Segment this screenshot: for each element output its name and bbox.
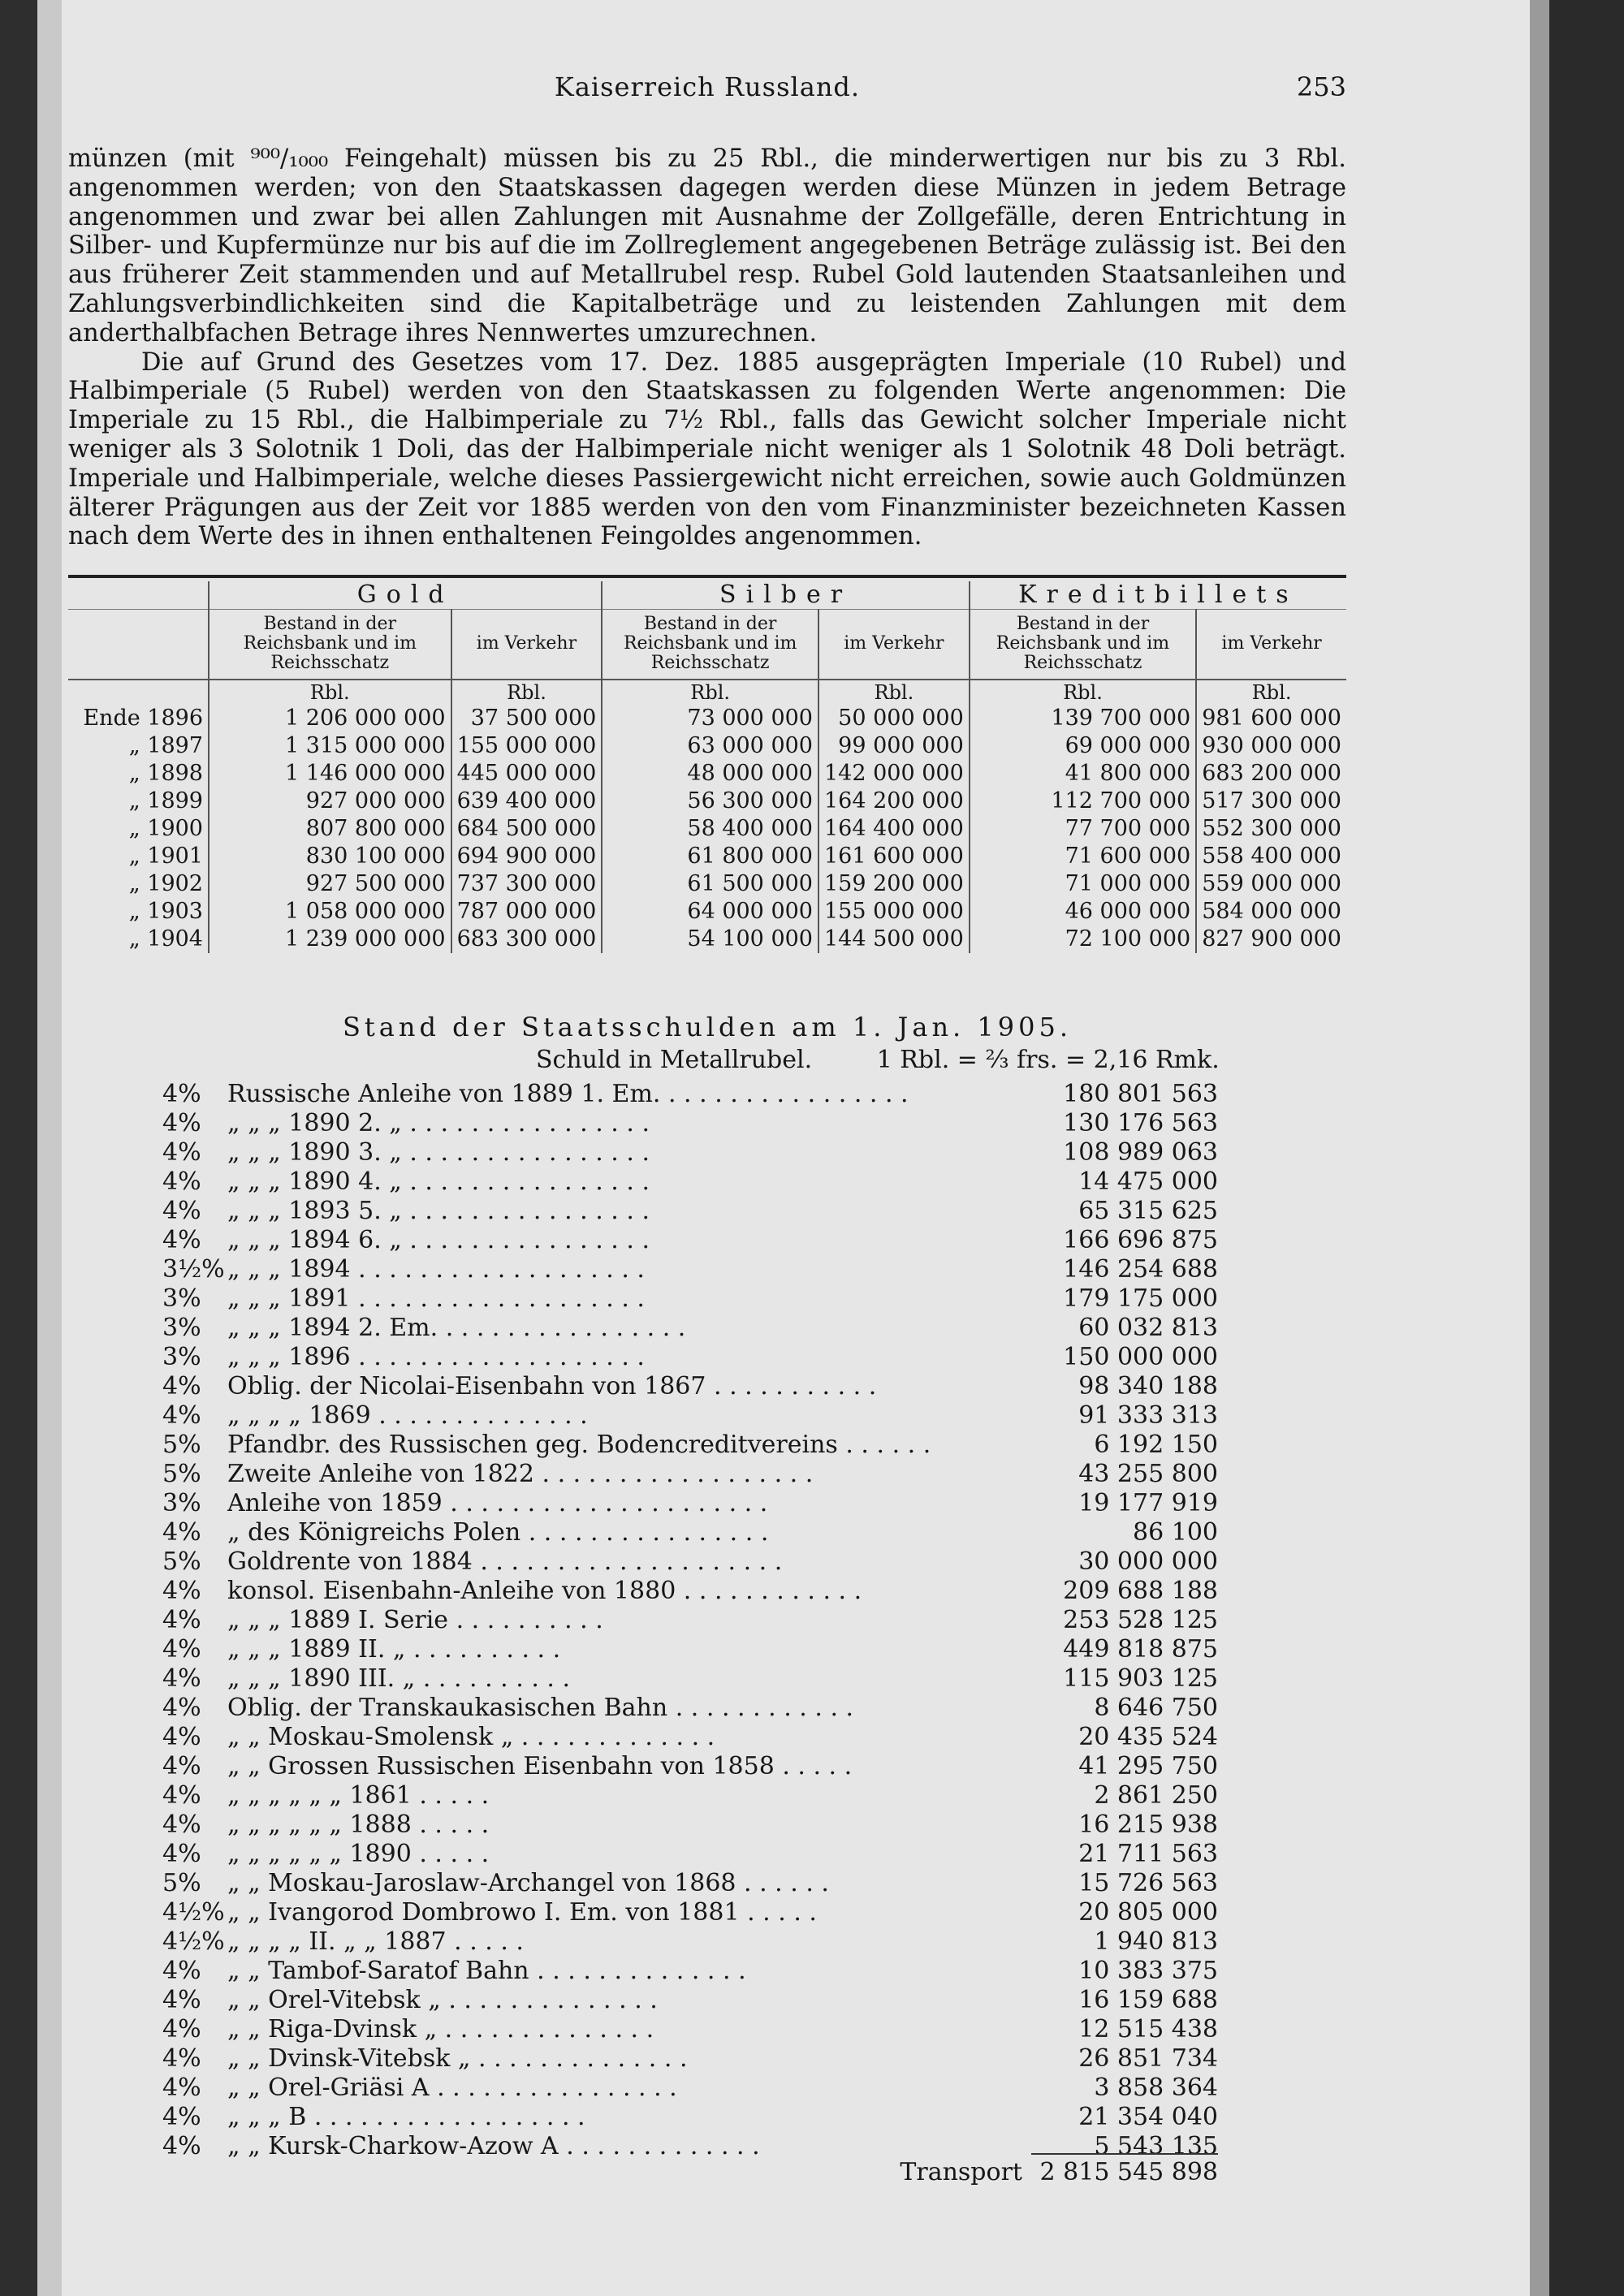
- debt-row: [162, 1664, 1218, 1694]
- debt-rate: 4%: [162, 1957, 201, 1985]
- scan-edge-left: [0, 0, 37, 2296]
- value-cell: 927 500 000: [209, 870, 451, 898]
- value-cell: 37 500 000: [451, 705, 603, 732]
- value-cell: 737 300 000: [451, 870, 603, 898]
- value-cell: 41 800 000: [970, 760, 1196, 788]
- running-header: [68, 71, 1346, 104]
- debt-label: „ „ Orel-Griäsi A . . . . . . . . . . . . . . . .: [227, 2074, 677, 2102]
- sub-header-row: [68, 610, 1346, 680]
- debt-label: „ „ „ 1890 3. „ . . . . . . . . . . . . . . . .: [227, 1138, 650, 1167]
- value-cell: 552 300 000: [1196, 815, 1346, 843]
- unit-label: Rbl.: [970, 680, 1196, 705]
- debt-row: [162, 1810, 1218, 1840]
- body-text: [68, 145, 1346, 551]
- value-cell: 48 000 000: [602, 760, 818, 788]
- subheader-kredit-verkehr: im Verkehr: [1196, 610, 1346, 680]
- paragraph-coinage: münzen (mit ⁹⁰⁰/₁₀₀₀ Feingehalt) müssen bis zu 25 Rbl., die minderwertigen nur bis zu 3 Rbl. angenommen werden; von den Staatskassen dagegen werden diese Münzen in jedem Betrage angenommen und zwar bei allen Zahlungen mit Ausnahme der Zollgefälle, deren Entrichtung in Silber- und Kupfermünze nur bis auf die im Zollreglement angegebenen Beträge zulässig ist. Bei den aus früherer Zeit stammenden und auf Metallrubel resp. Rubel Gold lautenden Staatsanleihen und Zahlungsverbindlichkeiten sind die Kapitalbeträge und zu leistenden Zahlungen mit dem anderthalbfachen Betrage ihres Nennwertes umzurechnen.: [68, 145, 1346, 347]
- value-cell: 807 800 000: [209, 815, 451, 843]
- debt-amount: 60 032 813: [1051, 1314, 1218, 1343]
- subheader-silber-verkehr: im Verkehr: [818, 610, 970, 680]
- debt-amount: 65 315 625: [1051, 1197, 1218, 1226]
- debt-row: [162, 1752, 1218, 1781]
- debt-label: „ „ „ „ II. „ „ 1887 . . . . .: [227, 1927, 524, 1956]
- row-year-label: „ 1904: [128, 926, 203, 952]
- debt-row: [162, 2103, 1218, 2132]
- value-cell: 54 100 000: [602, 926, 818, 953]
- debt-amount: 179 175 000: [1051, 1284, 1218, 1314]
- debt-row: [162, 1957, 1218, 1986]
- debt-list: [162, 1080, 1218, 2161]
- debt-rate: 4%: [162, 1372, 201, 1400]
- subheader-kredit-bestand: Bestand in der Reichsbank und im Reichsschatz: [970, 610, 1196, 680]
- money-row: [68, 732, 1346, 760]
- value-cell: 683 200 000: [1196, 760, 1346, 788]
- debt-amount: 1 940 813: [1051, 1927, 1218, 1957]
- value-cell: 584 000 000: [1196, 898, 1346, 926]
- debt-row: [162, 1577, 1218, 1606]
- debt-row: [162, 1898, 1218, 1927]
- subheader-gold-bestand: Bestand in der Reichsbank und im Reichsschatz: [209, 610, 451, 680]
- value-cell: 63 000 000: [602, 732, 818, 760]
- debt-rate: 4%: [162, 2132, 201, 2160]
- value-cell: 46 000 000: [970, 898, 1196, 926]
- debt-rate: 4%: [162, 1577, 201, 1605]
- debt-row: [162, 1869, 1218, 1898]
- transport-total: [68, 2158, 1218, 2186]
- debt-amount: 146 254 688: [1051, 1255, 1218, 1284]
- debt-rate: 4%: [162, 1840, 201, 1868]
- debt-rate: 3%: [162, 1284, 201, 1313]
- debt-amount: 2 861 250: [1051, 1781, 1218, 1810]
- debt-amount: 6 192 150: [1051, 1431, 1218, 1460]
- debt-rate: 4%: [162, 1781, 201, 1810]
- debt-label: „ „ „ 1890 III. „ . . . . . . . . . .: [227, 1664, 571, 1693]
- debt-row: [162, 2015, 1218, 2044]
- debt-row: [162, 1255, 1218, 1284]
- money-table-body: [68, 705, 1346, 953]
- debt-rate: 4%: [162, 1080, 201, 1108]
- value-cell: 64 000 000: [602, 898, 818, 926]
- debt-amount: 14 475 000: [1051, 1167, 1218, 1197]
- debt-amount: 5 543 135: [1051, 2132, 1218, 2161]
- unit-label: Rbl.: [818, 680, 970, 705]
- debt-amount: 41 295 750: [1051, 1752, 1218, 1781]
- debt-rate: 4%: [162, 2015, 201, 2044]
- value-cell: 61 800 000: [602, 843, 818, 870]
- debt-label: „ „ „ „ „ „ 1861 . . . . .: [227, 1781, 490, 1810]
- running-title: Kaiserreich Russland.: [554, 71, 861, 102]
- debt-label: Oblig. der Transkaukasischen Bahn . . . . . . . . . . . .: [227, 1694, 854, 1722]
- debt-amount: 16 215 938: [1051, 1810, 1218, 1840]
- debt-label: „ „ „ 1889 II. „ . . . . . . . . . .: [227, 1635, 561, 1664]
- row-year-label: „ 1899: [128, 788, 203, 814]
- table-top-rule: [68, 575, 1346, 578]
- group-gold: Gold: [209, 581, 602, 610]
- debt-label: „ „ Riga-Dvinsk „ . . . . . . . . . . . . . .: [227, 2015, 654, 2044]
- value-cell: 73 000 000: [602, 705, 818, 732]
- value-cell: 69 000 000: [970, 732, 1196, 760]
- debt-row: [162, 1489, 1218, 1518]
- debt-rate: 4%: [162, 1694, 201, 1722]
- debt-label: „ „ „ 1896 . . . . . . . . . . . . . . . . . . .: [227, 1343, 645, 1371]
- value-cell: 927 000 000: [209, 788, 451, 815]
- money-row: [68, 815, 1346, 843]
- debt-rate: 4%: [162, 1752, 201, 1780]
- debt-label: Goldrente von 1884 . . . . . . . . . . . . . . . . . . . .: [227, 1547, 783, 1576]
- value-cell: 61 500 000: [602, 870, 818, 898]
- subheader-silber-bestand: Bestand in der Reichsbank und im Reichsschatz: [602, 610, 818, 680]
- unit-label: Rbl.: [451, 680, 603, 705]
- debt-amount: 43 255 800: [1051, 1460, 1218, 1489]
- debt-amount: 86 100: [1051, 1518, 1218, 1547]
- debt-row: [162, 1547, 1218, 1577]
- debt-label: „ „ „ „ „ „ 1888 . . . . .: [227, 1810, 490, 1839]
- debt-row: [162, 2074, 1218, 2103]
- paragraph-imperiale: Die auf Grund des Gesetzes vom 17. Dez. 1885 ausgeprägten Imperiale (10 Rubel) und Halbimperiale (5 Rubel) werden von den Staatskassen zu folgenden Werte angenommen: Die Imperiale zu 15 Rbl., die Halbimperiale zu 7½ Rbl., falls das Gewicht solcher Imperiale nicht weniger als 3 Solotnik 1 Doli, das der Halbimperiale nicht weniger als 1 Solotnik 48 Doli beträgt. Imperiale und Halbimperiale, welche dieses Passiergewicht nicht erreichen, sowie auch Goldmünzen älterer Prägungen aus der Zeit vor 1885 werden von den vom Finanzminister bezeichneten Kassen nach dem Werte des in ihnen enthaltenen Feingoldes angenommen.: [68, 347, 1346, 551]
- debt-rate: 5%: [162, 1869, 201, 1897]
- value-cell: 56 300 000: [602, 788, 818, 815]
- value-cell: 639 400 000: [451, 788, 603, 815]
- debt-label: „ „ Grossen Russischen Eisenbahn von 1858 . . . . .: [227, 1752, 853, 1780]
- subheader-gold-verkehr: im Verkehr: [451, 610, 603, 680]
- debt-label: „ „ „ 1893 5. „ . . . . . . . . . . . . . . . .: [227, 1197, 650, 1225]
- group-silber: Silber: [602, 581, 969, 610]
- value-cell: 71 600 000: [970, 843, 1196, 870]
- debt-label: „ „ „ „ 1869 . . . . . . . . . . . . . .: [227, 1401, 588, 1430]
- value-cell: 144 500 000: [818, 926, 970, 953]
- value-cell: 684 500 000: [451, 815, 603, 843]
- debt-subtitle: [536, 1046, 1348, 1074]
- debt-rate: 4%: [162, 1986, 201, 2014]
- debt-title: Stand der Staatsschulden am 1. Jan. 1905.: [343, 1012, 1072, 1042]
- value-cell: 1 146 000 000: [209, 760, 451, 788]
- debt-amount: 108 989 063: [1051, 1138, 1218, 1167]
- debt-label: „ „ Kursk-Charkow-Azow A . . . . . . . . . . . . .: [227, 2132, 760, 2160]
- debt-amount: 16 159 688: [1051, 1986, 1218, 2015]
- debt-rate: 4½%: [162, 1927, 225, 1956]
- value-cell: 930 000 000: [1196, 732, 1346, 760]
- value-cell: 683 300 000: [451, 926, 603, 953]
- debt-rate: 4%: [162, 1664, 201, 1693]
- scan-edge-right: [1549, 0, 1624, 2296]
- debt-label: Russische Anleihe von 1889 1. Em. . . . . . . . . . . . . . . . .: [227, 1080, 909, 1108]
- row-year-label: Ende 1896: [83, 705, 203, 731]
- row-year-label: „ 1900: [128, 815, 203, 841]
- debt-row: [162, 1635, 1218, 1664]
- scan-margin-left: [37, 0, 62, 2296]
- debt-label: „ „ Orel-Vitebsk „ . . . . . . . . . . . . . .: [227, 1986, 658, 2014]
- debt-row: [162, 1518, 1218, 1547]
- money-circulation-table: [68, 581, 1346, 953]
- transport-rule: [1031, 2153, 1218, 2155]
- debt-amount: 209 688 188: [1051, 1577, 1218, 1606]
- value-cell: 1 058 000 000: [209, 898, 451, 926]
- debt-amount: 3 858 364: [1051, 2074, 1218, 2103]
- debt-row: [162, 1314, 1218, 1343]
- debt-label: Anleihe von 1859 . . . . . . . . . . . . . . . . . . . . .: [227, 1489, 768, 1517]
- debt-rate: 4%: [162, 1810, 201, 1839]
- debt-row: [162, 1781, 1218, 1810]
- money-row: [68, 870, 1346, 898]
- debt-amount: 449 818 875: [1051, 1635, 1218, 1664]
- value-cell: 155 000 000: [818, 898, 970, 926]
- debt-amount: 20 435 524: [1051, 1723, 1218, 1752]
- value-cell: 558 400 000: [1196, 843, 1346, 870]
- debt-rate: 4%: [162, 1138, 201, 1167]
- value-cell: 72 100 000: [970, 926, 1196, 953]
- value-cell: 827 900 000: [1196, 926, 1346, 953]
- debt-amount: 91 333 313: [1051, 1401, 1218, 1431]
- debt-rate: 4%: [162, 1606, 201, 1634]
- debt-row: [162, 1284, 1218, 1314]
- debt-subtitle-left: Schuld in Metallrubel.: [536, 1046, 813, 1074]
- debt-row: [162, 2044, 1218, 2074]
- debt-row: [162, 1723, 1218, 1752]
- value-cell: 155 000 000: [451, 732, 603, 760]
- value-cell: 50 000 000: [818, 705, 970, 732]
- debt-rate: 4%: [162, 2074, 201, 2102]
- money-row: [68, 788, 1346, 815]
- transport-label: Transport: [900, 2158, 1022, 2186]
- debt-label: „ „ „ 1889 I. Serie . . . . . . . . . .: [227, 1606, 603, 1634]
- money-row: [68, 705, 1346, 732]
- debt-amount: 10 383 375: [1051, 1957, 1218, 1986]
- debt-label: „ „ „ 1894 6. „ . . . . . . . . . . . . . . . .: [227, 1226, 650, 1254]
- debt-row: [162, 1197, 1218, 1226]
- value-cell: 142 000 000: [818, 760, 970, 788]
- debt-amount: 98 340 188: [1051, 1372, 1218, 1401]
- debt-amount: 253 528 125: [1051, 1606, 1218, 1635]
- debt-subtitle-right: 1 Rbl. = ⅔ frs. = 2,16 Rmk.: [876, 1046, 1220, 1074]
- debt-label: „ des Königreichs Polen . . . . . . . . . . . . . . . .: [227, 1518, 769, 1547]
- unit-row: [68, 680, 1346, 705]
- debt-amount: 12 515 438: [1051, 2015, 1218, 2044]
- debt-amount: 15 726 563: [1051, 1869, 1218, 1898]
- row-year-label: „ 1898: [128, 760, 203, 786]
- value-cell: 164 400 000: [818, 815, 970, 843]
- debt-amount: 21 354 040: [1051, 2103, 1218, 2132]
- value-cell: 1 239 000 000: [209, 926, 451, 953]
- value-cell: 159 200 000: [818, 870, 970, 898]
- debt-label: „ „ Dvinsk-Vitebsk „ . . . . . . . . . . . . . .: [227, 2044, 688, 2073]
- value-cell: 694 900 000: [451, 843, 603, 870]
- debt-amount: 180 801 563: [1051, 1080, 1218, 1109]
- debt-label: „ „ „ 1890 2. „ . . . . . . . . . . . . . . . .: [227, 1109, 650, 1137]
- debt-row: [162, 1694, 1218, 1723]
- debt-amount: 150 000 000: [1051, 1343, 1218, 1372]
- unit-label: Rbl.: [602, 680, 818, 705]
- debt-rate: 4%: [162, 1109, 201, 1137]
- debt-row: [162, 1927, 1218, 1957]
- debt-rate: 4%: [162, 1167, 201, 1196]
- stub-header: [68, 581, 209, 610]
- debt-row: [162, 1401, 1218, 1431]
- value-cell: 981 600 000: [1196, 705, 1346, 732]
- debt-rate: 3½%: [162, 1255, 225, 1284]
- debt-row: [162, 1109, 1218, 1138]
- row-year-label: „ 1902: [128, 870, 203, 896]
- group-kreditbillets: Kreditbillets: [970, 581, 1346, 610]
- debt-rate: 4%: [162, 1723, 201, 1751]
- value-cell: 830 100 000: [209, 843, 451, 870]
- debt-rate: 4%: [162, 1635, 201, 1664]
- debt-row: [162, 1840, 1218, 1869]
- debt-amount: 30 000 000: [1051, 1547, 1218, 1577]
- page-number: 253: [1296, 71, 1346, 102]
- debt-row: [162, 1460, 1218, 1489]
- debt-rate: 4%: [162, 1518, 201, 1547]
- debt-rate: 3%: [162, 1314, 201, 1342]
- debt-rate: 3%: [162, 1489, 201, 1517]
- money-row: [68, 926, 1346, 953]
- debt-rate: 4%: [162, 1197, 201, 1225]
- debt-row: [162, 1167, 1218, 1197]
- money-row: [68, 843, 1346, 870]
- value-cell: 787 000 000: [451, 898, 603, 926]
- value-cell: 559 000 000: [1196, 870, 1346, 898]
- debt-row: [162, 2132, 1218, 2161]
- value-cell: 71 000 000: [970, 870, 1196, 898]
- debt-row: [162, 1138, 1218, 1167]
- debt-label: „ „ „ 1890 4. „ . . . . . . . . . . . . . . . .: [227, 1167, 650, 1196]
- value-cell: 445 000 000: [451, 760, 603, 788]
- debt-amount: 21 711 563: [1051, 1840, 1218, 1869]
- debt-rate: 4½%: [162, 1898, 225, 1927]
- debt-amount: 19 177 919: [1051, 1489, 1218, 1518]
- debt-rate: 5%: [162, 1547, 201, 1576]
- debt-label: Pfandbr. des Russischen geg. Bodencreditvereins . . . . . .: [227, 1431, 931, 1459]
- value-cell: 1 315 000 000: [209, 732, 451, 760]
- row-year-label: „ 1897: [128, 732, 203, 758]
- group-header-row: [68, 581, 1346, 610]
- debt-rate: 5%: [162, 1431, 201, 1459]
- value-cell: 517 300 000: [1196, 788, 1346, 815]
- debt-label: „ „ Moskau-Smolensk „ . . . . . . . . . . . . .: [227, 1723, 715, 1751]
- value-cell: 77 700 000: [970, 815, 1196, 843]
- value-cell: 112 700 000: [970, 788, 1196, 815]
- debt-rate: 3%: [162, 1343, 201, 1371]
- debt-label: „ „ „ B . . . . . . . . . . . . . . . . . .: [227, 2103, 585, 2131]
- debt-amount: 130 176 563: [1051, 1109, 1218, 1138]
- debt-label: „ „ Tambof-Saratof Bahn . . . . . . . . . . . . . .: [227, 1957, 746, 1985]
- debt-label: „ „ Ivangorod Dombrowo I. Em. von 1881 . . . . .: [227, 1898, 817, 1927]
- debt-rate: 4%: [162, 2044, 201, 2073]
- debt-rate: 4%: [162, 1226, 201, 1254]
- debt-label: Oblig. der Nicolai-Eisenbahn von 1867 . . . . . . . . . . .: [227, 1372, 877, 1400]
- money-row: [68, 898, 1346, 926]
- value-cell: 164 200 000: [818, 788, 970, 815]
- debt-amount: 20 805 000: [1051, 1898, 1218, 1927]
- debt-amount: 166 696 875: [1051, 1226, 1218, 1255]
- row-year-label: „ 1903: [128, 898, 203, 924]
- value-cell: 161 600 000: [818, 843, 970, 870]
- debt-amount: 8 646 750: [1051, 1694, 1218, 1723]
- debt-rate: 4%: [162, 2103, 201, 2131]
- debt-label: „ „ „ 1891 . . . . . . . . . . . . . . . . . . .: [227, 1284, 645, 1313]
- unit-label: Rbl.: [209, 680, 451, 705]
- debt-row: [162, 1431, 1218, 1460]
- money-row: [68, 760, 1346, 788]
- debt-amount: 26 851 734: [1051, 2044, 1218, 2074]
- debt-rate: 5%: [162, 1460, 201, 1488]
- debt-label: konsol. Eisenbahn-Anleihe von 1880 . . . . . . . . . . . .: [227, 1577, 862, 1605]
- debt-row: [162, 1080, 1218, 1109]
- transport-value: 2 815 545 898: [1039, 2158, 1218, 2186]
- value-cell: 1 206 000 000: [209, 705, 451, 732]
- debt-rate: 4%: [162, 1401, 201, 1430]
- debt-row: [162, 1372, 1218, 1401]
- value-cell: 58 400 000: [602, 815, 818, 843]
- debt-label: Zweite Anleihe von 1822 . . . . . . . . . . . . . . . . . .: [227, 1460, 814, 1488]
- unit-label: Rbl.: [1196, 680, 1346, 705]
- debt-label: „ „ „ „ „ „ 1890 . . . . .: [227, 1840, 490, 1868]
- debt-row: [162, 1226, 1218, 1255]
- row-year-label: „ 1901: [128, 843, 203, 869]
- value-cell: 99 000 000: [818, 732, 970, 760]
- debt-label: „ „ „ 1894 2. Em. . . . . . . . . . . . . . . . .: [227, 1314, 686, 1342]
- debt-label: „ „ Moskau-Jaroslaw-Archangel von 1868 . . . . . .: [227, 1869, 829, 1897]
- debt-label: „ „ „ 1894 . . . . . . . . . . . . . . . . . . .: [227, 1255, 645, 1284]
- scan-margin-right: [1530, 0, 1549, 2296]
- debt-row: [162, 1343, 1218, 1372]
- debt-amount: 115 903 125: [1051, 1664, 1218, 1694]
- debt-row: [162, 1986, 1218, 2015]
- value-cell: 139 700 000: [970, 705, 1196, 732]
- debt-row: [162, 1606, 1218, 1635]
